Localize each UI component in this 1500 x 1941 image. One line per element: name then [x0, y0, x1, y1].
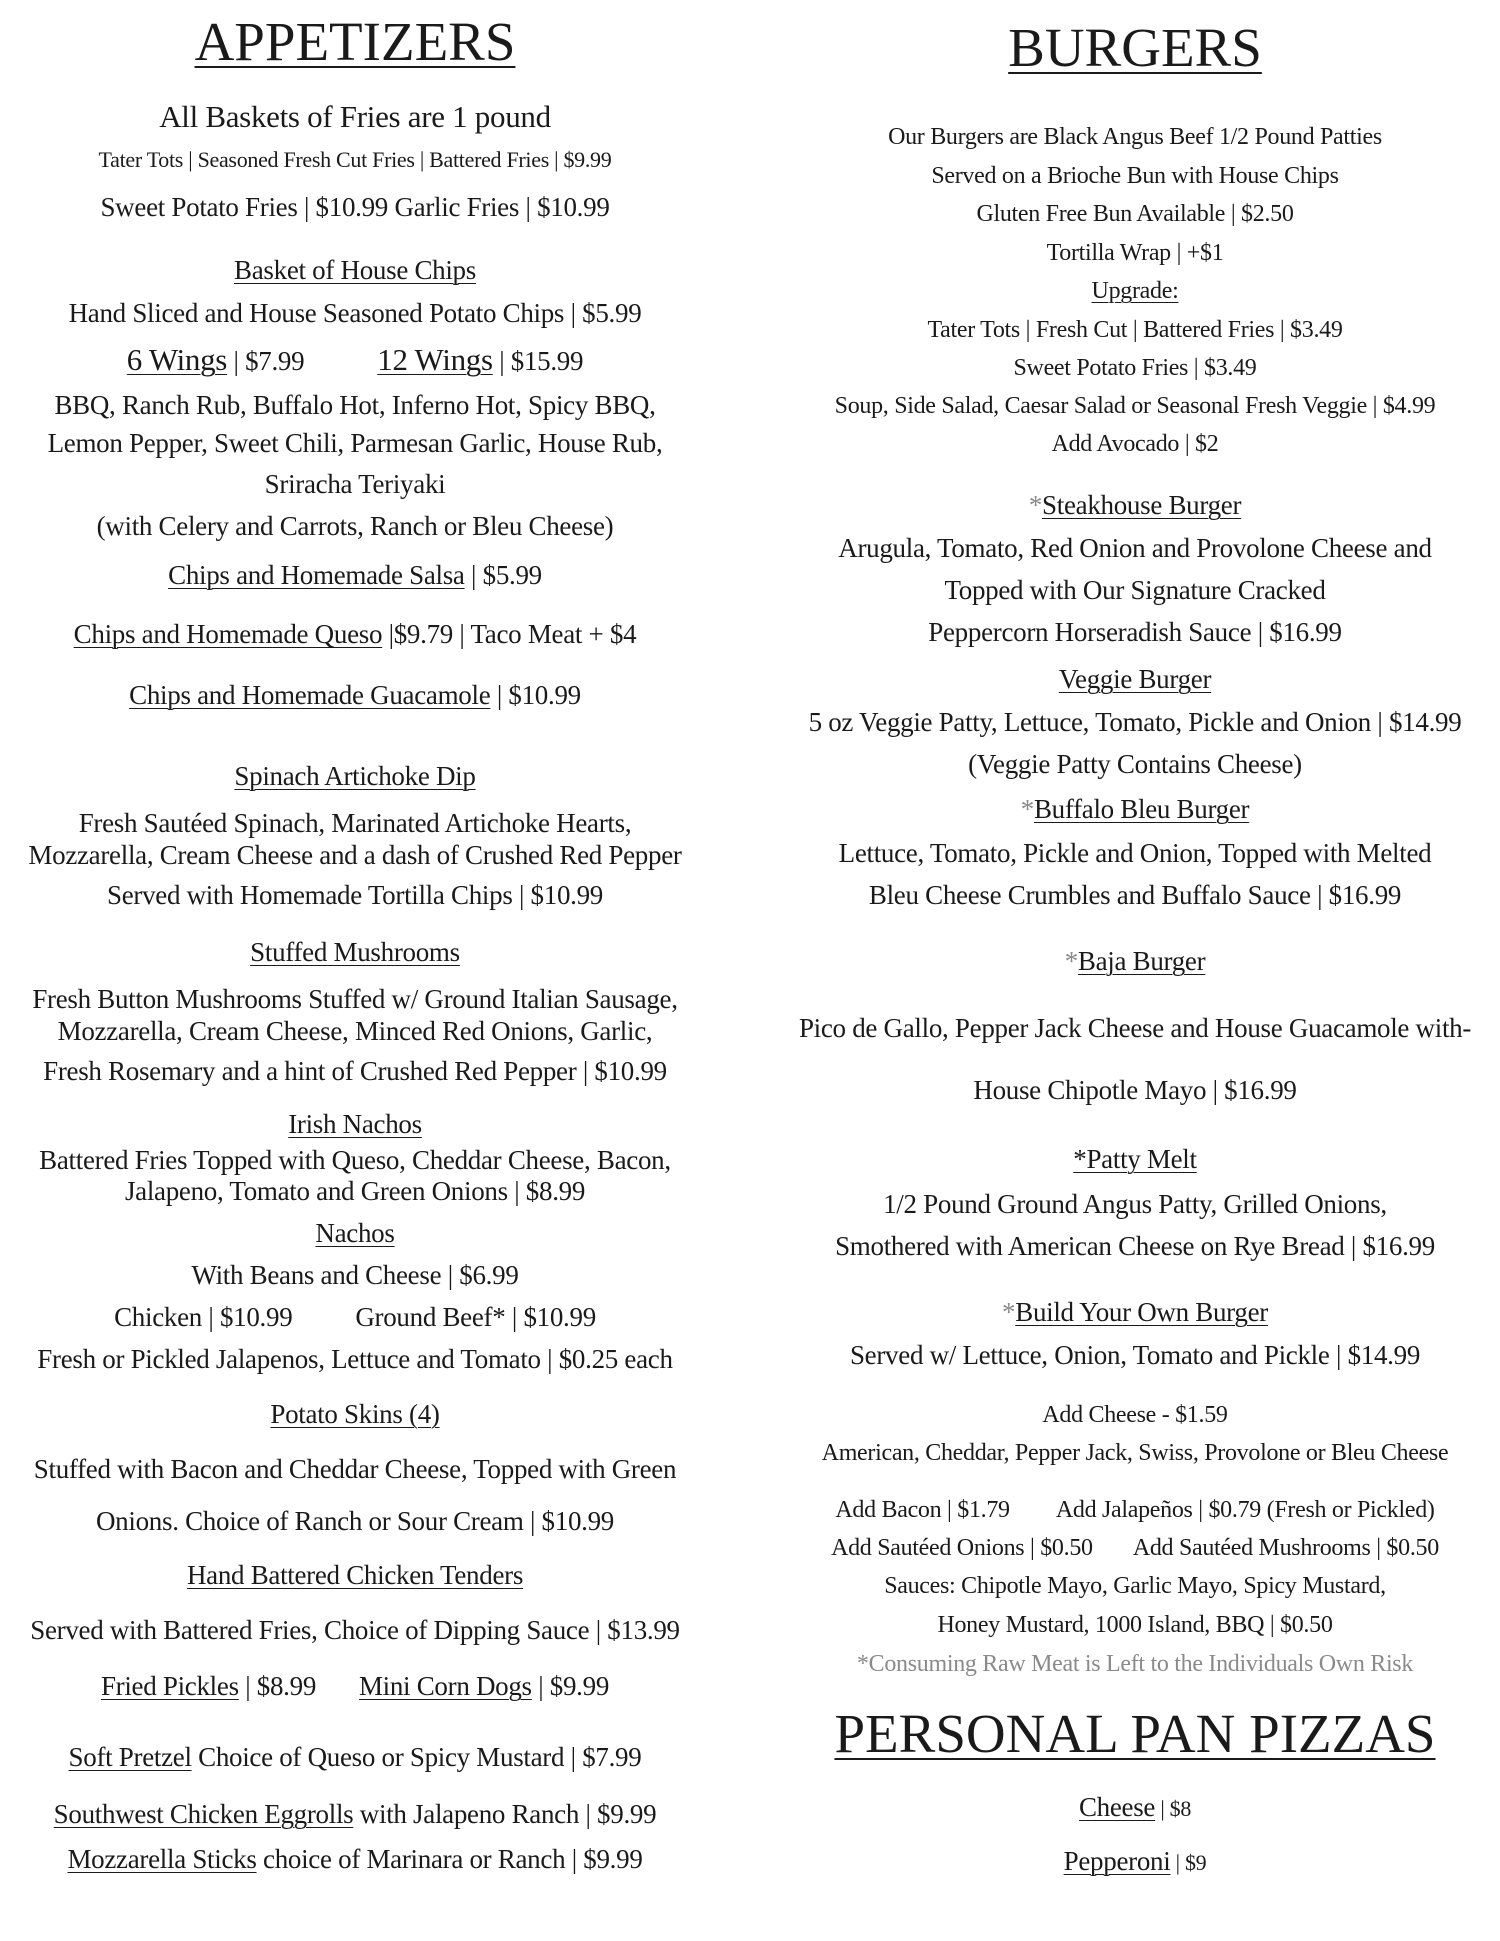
pickles-price: | $8.99 [238, 1671, 317, 1701]
byo-onions-mushrooms-line [770, 1531, 1500, 1565]
byo-mushrooms: Add Sautéed Mushrooms | $0.50 [1132, 1535, 1439, 1561]
eggrolls-desc: with Jalapeno Ranch | $9.99 [353, 1799, 657, 1829]
baja-desc-1: Pico de Gallo, Pepper Jack Cheese and House Guacamole with- [798, 1013, 1472, 1043]
patty-melt-desc-2: Smothered with American Cheese on Rye Bread | $16.99 [835, 1231, 1435, 1261]
spinach-name: Spinach Artichoke Dip [234, 761, 476, 791]
upgrade-2: Sweet Potato Fries | $3.49 [1013, 355, 1257, 381]
mozz-line [0, 1842, 710, 1876]
mushrooms-desc-3: Fresh Rosemary and a hint of Crushed Red Pepper | $10.99 [43, 1056, 667, 1086]
fries-header: All Baskets of Fries are 1 pound [159, 99, 551, 134]
spinach-desc-3: Served with Homemade Tortilla Chips | $10.99 [106, 880, 603, 910]
veggie-desc-1: 5 oz Veggie Patty, Lettuce, Tomato, Pickle and Onion | $14.99 [808, 707, 1462, 737]
byo-jalapenos: Add Jalapeños | $0.79 (Fresh or Pickled) [1055, 1497, 1435, 1523]
nachos-title [0, 1216, 710, 1250]
tenders-name: Hand Battered Chicken Tenders [186, 1560, 524, 1590]
pickles-name: Fried Pickles [100, 1671, 239, 1701]
raw-meat-disclaimer: *Consuming Raw Meat is Left to the Individuals Own Risk [856, 1651, 1414, 1677]
eggrolls-line [0, 1797, 710, 1831]
pretzel-desc: Choice of Queso or Spicy Mustard | $7.99 [191, 1742, 642, 1772]
burgers-intro-2: Served on a Brioche Bun with House Chips [931, 163, 1339, 189]
queso-price: |$9.79 | Taco Meat + $4 [382, 619, 637, 649]
patty-melt-desc-1: 1/2 Pound Ground Angus Patty, Grilled Onions, [883, 1189, 1387, 1219]
spinach-desc-1: Fresh Sautéed Spinach, Marinated Artichoke Hearts, [78, 808, 632, 838]
buffalo-name: Buffalo Bleu Burger [1033, 794, 1250, 824]
pizza-cheese-name: Cheese [1078, 1792, 1156, 1822]
baja-name: Baja Burger [1077, 946, 1206, 976]
steakhouse-title [770, 488, 1500, 522]
irish-nachos-desc-2: Jalapeno, Tomato and Green Onions | $8.99 [124, 1176, 586, 1206]
nachos-name: Nachos [315, 1218, 395, 1248]
buffalo-title [770, 792, 1500, 826]
baja-desc-2: House Chipotle Mayo | $16.99 [973, 1075, 1297, 1105]
corn-dogs-price: | $9.99 [531, 1671, 610, 1701]
irish-nachos-title [0, 1107, 710, 1141]
salsa-price: | $5.99 [464, 560, 542, 590]
wing-flavors-1: BBQ, Ranch Rub, Buffalo Hot, Inferno Hot, Spicy BBQ, [54, 390, 656, 420]
buffalo-star: * [1020, 794, 1034, 824]
mushrooms-title [0, 935, 710, 969]
queso-name: Chips and Homemade Queso [73, 619, 383, 649]
nachos-chicken: Chicken | $10.99 [114, 1302, 293, 1332]
tortilla-wrap: Tortilla Wrap | +$1 [1046, 240, 1224, 266]
steakhouse-star: * [1028, 490, 1043, 520]
nachos-beef: Ground Beef* | $10.99 [355, 1302, 596, 1332]
burgers-column [770, 0, 1500, 1941]
irish-nachos-name: Irish Nachos [288, 1109, 422, 1139]
corn-dogs-name: Mini Corn Dogs [358, 1671, 532, 1701]
nachos-extras: Fresh or Pickled Jalapenos, Lettuce and Tomato | $0.25 each [37, 1344, 673, 1374]
wings-line [0, 343, 710, 378]
potato-skins-desc-1: Stuffed with Bacon and Cheddar Cheese, Topped with Green [33, 1454, 677, 1484]
twelve-wings-price: | $15.99 [499, 346, 584, 376]
gluten-free-bun: Gluten Free Bun Available | $2.50 [976, 201, 1294, 227]
tenders-title [0, 1558, 710, 1592]
spinach-desc-2: Mozzarella, Cream Cheese and a dash of Crushed Red Pepper [28, 840, 682, 870]
pizza-pepperoni-line [770, 1844, 1500, 1880]
baja-star: * [1064, 946, 1078, 976]
upgrade-label: Upgrade: [1091, 278, 1179, 304]
upgrade-3: Soup, Side Salad, Caesar Salad or Seasonal Fresh Veggie | $4.99 [834, 393, 1436, 419]
pizza-pepperoni-name: Pepperoni [1063, 1846, 1171, 1876]
veggie-title [770, 662, 1500, 696]
fries-basic: Tater Tots | Seasoned Fresh Cut Fries | Battered Fries | $9.99 [98, 147, 612, 172]
six-wings-price: | $7.99 [233, 346, 305, 376]
steakhouse-desc-1: Arugula, Tomato, Red Onion and Provolone Cheese and [838, 533, 1432, 563]
burgers-intro-1: Our Burgers are Black Angus Beef 1/2 Pound Patties [888, 124, 1382, 150]
mozz-name: Mozzarella Sticks [67, 1844, 257, 1874]
wing-flavors-3: Sriracha Teriyaki [264, 469, 446, 499]
byo-cheese-types: American, Cheddar, Pepper Jack, Swiss, Provolone or Bleu Cheese [821, 1440, 1449, 1466]
potato-skins-name: Potato Skins (4) [270, 1399, 440, 1429]
pizzas-heading: PERSONAL PAN PIZZAS [834, 1703, 1436, 1764]
byo-bacon-jalapeno-line [770, 1493, 1500, 1527]
steakhouse-name: Steakhouse Burger [1042, 490, 1242, 520]
guac-name: Chips and Homemade Guacamole [129, 680, 491, 710]
mushrooms-desc-1: Fresh Button Mushrooms Stuffed w/ Ground Italian Sausage, [32, 984, 678, 1014]
byo-sauces-1: Sauces: Chipotle Mayo, Garlic Mayo, Spicy Mustard, [884, 1573, 1386, 1599]
irish-nachos-desc-1: Battered Fries Topped with Queso, Cheddar Cheese, Bacon, [39, 1145, 671, 1175]
steakhouse-desc-2: Topped with Our Signature Cracked [944, 575, 1326, 605]
tenders-desc: Served with Battered Fries, Choice of Dipping Sauce | $13.99 [30, 1615, 680, 1645]
steakhouse-desc-3: Peppercorn Horseradish Sauce | $16.99 [928, 617, 1342, 647]
potato-skins-desc-2: Onions. Choice of Ranch or Sour Cream | $10.99 [95, 1506, 615, 1536]
add-avocado: Add Avocado | $2 [1051, 431, 1219, 457]
appetizers-heading: APPETIZERS [194, 11, 516, 72]
pretzel-line [0, 1740, 710, 1774]
veggie-desc-2: (Veggie Patty Contains Cheese) [968, 749, 1302, 779]
house-chips-desc: Hand Sliced and House Seasoned Potato Chips | $5.99 [68, 298, 642, 328]
byo-sauces-2: Honey Mustard, 1000 Island, BBQ | $0.50 [937, 1612, 1333, 1638]
potato-skins-title [0, 1397, 710, 1431]
upgrade-label-line [770, 274, 1500, 308]
patty-melt-title [770, 1142, 1500, 1176]
pizza-pepperoni-price: | $9 [1170, 1850, 1207, 1875]
burgers-heading: BURGERS [1008, 17, 1262, 78]
nachos-protein-line [0, 1300, 710, 1334]
pretzel-name: Soft Pretzel [68, 1742, 192, 1772]
guac-line [0, 678, 710, 712]
queso-line [0, 617, 710, 651]
salsa-name: Chips and Homemade Salsa [168, 560, 465, 590]
house-chips-name: Basket of House Chips [234, 255, 476, 285]
mushrooms-name: Stuffed Mushrooms [250, 937, 460, 967]
house-chips-title [0, 253, 710, 287]
byo-cheese: Add Cheese - $1.59 [1042, 1402, 1228, 1428]
wing-flavors-2: Lemon Pepper, Sweet Chili, Parmesan Garlic, House Rub, [47, 428, 663, 458]
pizza-cheese-price: | $8 [1155, 1796, 1192, 1821]
patty-melt-name: *Patty Melt [1073, 1144, 1197, 1174]
byo-desc: Served w/ Lettuce, Onion, Tomato and Pickle | $14.99 [849, 1340, 1421, 1370]
byo-star: * [1002, 1297, 1016, 1327]
mozz-desc: choice of Marinara or Ranch | $9.99 [256, 1844, 643, 1874]
mushrooms-desc-2: Mozzarella, Cream Cheese, Minced Red Onions, Garlic, [57, 1016, 653, 1046]
byo-name: Build Your Own Burger [1015, 1297, 1268, 1327]
veggie-name: Veggie Burger [1058, 664, 1212, 694]
spinach-title [0, 759, 710, 793]
pizza-cheese-line [770, 1790, 1500, 1826]
wing-note: (with Celery and Carrots, Ranch or Bleu Cheese) [96, 511, 614, 541]
six-wings-name: 6 Wings [126, 342, 228, 377]
fries-specialty: Sweet Potato Fries | $10.99 Garlic Fries | $10.99 [100, 192, 610, 222]
buffalo-desc-2: Bleu Cheese Crumbles and Buffalo Sauce | $16.99 [868, 880, 1402, 910]
byo-onions: Add Sautéed Onions | $0.50 [831, 1535, 1093, 1561]
byo-bacon: Add Bacon | $1.79 [835, 1497, 1010, 1523]
byo-title [770, 1295, 1500, 1329]
upgrade-1: Tater Tots | Fresh Cut | Battered Fries | $3.49 [927, 317, 1343, 343]
twelve-wings-name: 12 Wings [377, 342, 493, 377]
baja-title [770, 944, 1500, 978]
buffalo-desc-1: Lettuce, Tomato, Pickle and Onion, Topped with Melted [838, 838, 1432, 868]
pickles-corndogs-line [0, 1669, 710, 1703]
salsa-line [0, 558, 710, 592]
guac-price: | $10.99 [490, 680, 581, 710]
appetizers-column [0, 0, 710, 1941]
nachos-desc-1: With Beans and Cheese | $6.99 [191, 1260, 519, 1290]
eggrolls-name: Southwest Chicken Eggrolls [53, 1799, 354, 1829]
